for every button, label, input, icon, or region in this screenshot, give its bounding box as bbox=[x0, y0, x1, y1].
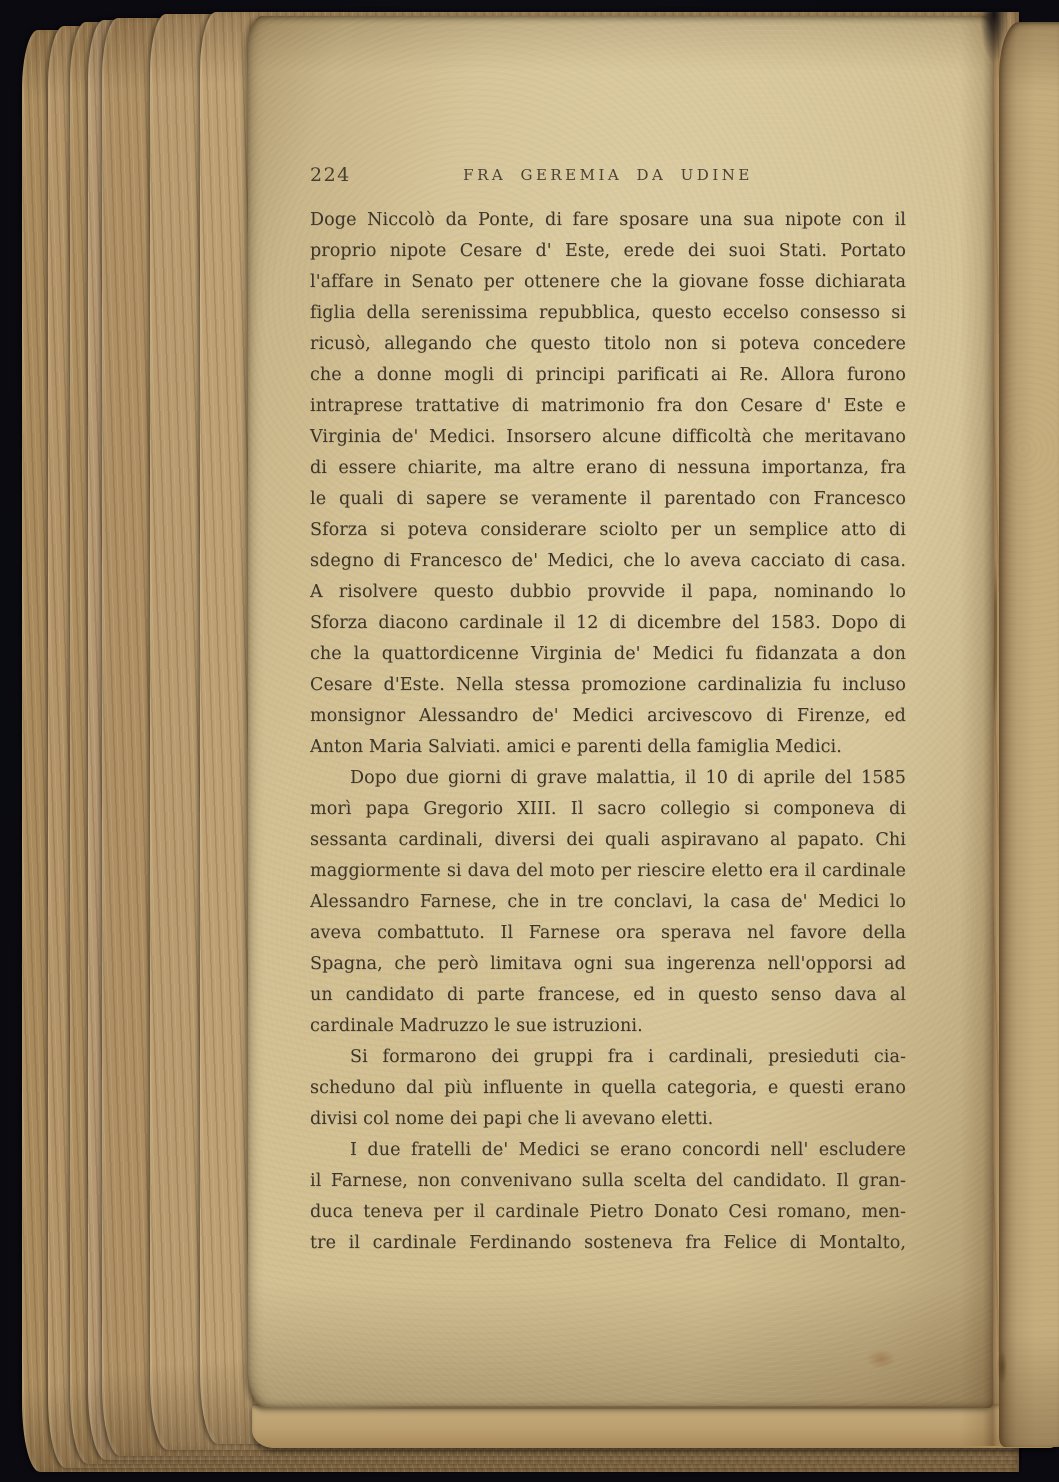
text-line: un candidato di parte francese, ed in questo senso dava al bbox=[310, 985, 906, 1005]
text-line: di essere chiarite, ma altre erano di nessuna importanza, fra bbox=[310, 458, 906, 478]
text-line: sessanta cardinali, diversi dei quali aspiravano al papato. Chi bbox=[310, 830, 906, 850]
text-line: sdegno di Francesco de' Medici, che lo aveva cacciato di casa. bbox=[310, 551, 906, 571]
text-line: le quali di sapere se veramente il parentado con Francesco bbox=[310, 489, 906, 509]
text-line: proprio nipote Cesare d' Este, erede dei suoi Stati. Portato bbox=[310, 241, 906, 261]
text-line: divisi col nome dei papi che li avevano eletti. bbox=[310, 1109, 714, 1129]
rust-stain bbox=[866, 1349, 896, 1369]
page-number: 224 bbox=[310, 164, 351, 186]
text-line: Si formarono dei gruppi fra i cardinali, presieduti cia- bbox=[350, 1047, 906, 1067]
text-line: Doge Niccolò da Ponte, di fare sposare una sua nipote con il bbox=[310, 210, 906, 230]
text-line: I due fratelli de' Medici se erano concordi nell' escludere bbox=[350, 1140, 906, 1160]
text-line: Alessandro Farnese, che in tre conclavi, la casa de' Medici lo bbox=[310, 892, 906, 912]
text-line: aveva combattuto. Il Farnese ora sperava nel favore della bbox=[310, 923, 906, 943]
page-header bbox=[310, 163, 906, 187]
text-line: tre il cardinale Ferdinando sosteneva fra Felice di Montalto, bbox=[310, 1233, 906, 1253]
running-header: FRA GEREMIA DA UDINE bbox=[463, 166, 753, 184]
facing-page-edge bbox=[999, 22, 1059, 1447]
text-line: che la quattordicenne Virginia de' Medici fu fidanzata a don bbox=[310, 644, 906, 664]
gutter-speck bbox=[997, 1350, 1007, 1384]
page-content bbox=[310, 163, 906, 1259]
text-line: Sforza diacono cardinale il 12 di dicembre del 1583. Dopo di bbox=[310, 613, 906, 633]
text-line: Anton Maria Salviati. amici e parenti della famiglia Medici. bbox=[310, 737, 842, 757]
text-line: cardinale Madruzzo le sue istruzioni. bbox=[310, 1016, 643, 1036]
text-line: duca teneva per il cardinale Pietro Donato Cesi romano, men- bbox=[310, 1202, 906, 1222]
text-line: monsignor Alessandro de' Medici arcivescovo di Firenze, ed bbox=[310, 706, 906, 726]
text-line: che a donne mogli di principi parificati ai Re. Allora furono bbox=[310, 365, 906, 385]
text-line: Dopo due giorni di grave malattia, il 10 di aprile del 1585 bbox=[350, 768, 906, 788]
gutter-scratch-mark bbox=[994, 558, 997, 723]
text-line: Sforza si poteva considerare sciolto per un semplice atto di bbox=[310, 520, 906, 540]
text-line: maggiormente si dava del moto per riescire eletto era il cardinale bbox=[310, 861, 906, 881]
text-line: figlia della serenissima repubblica, questo eccelso consesso si bbox=[310, 303, 906, 323]
text-line: intraprese trattative di matrimonio fra don Cesare d' Este e bbox=[310, 396, 906, 416]
text-line: Cesare d'Este. Nella stessa promozione cardinalizia fu incluso bbox=[310, 675, 906, 695]
text-line: l'affare in Senato per ottenere che la giovane fosse dichiarata bbox=[310, 272, 906, 292]
text-line: Virginia de' Medici. Insorsero alcune difficoltà che meritavano bbox=[310, 427, 906, 447]
text-line: morì papa Gregorio XIII. Il sacro collegio si componeva di bbox=[310, 799, 906, 819]
text-line: scheduno dal più influente in quella categoria, e questi erano bbox=[310, 1078, 906, 1098]
text-line: il Farnese, non convenivano sulla scelta del candidato. Il gran- bbox=[310, 1171, 906, 1191]
text-line: ricusò, allegando che questo titolo non si poteva concedere bbox=[310, 334, 906, 354]
text-line: A risolvere questo dubbio provvide il papa, nominando lo bbox=[310, 582, 906, 602]
text-line: Spagna, che però limitava ogni sua ingerenza nell'opporsi ad bbox=[310, 954, 906, 974]
bottom-leaf-edge bbox=[252, 1404, 1059, 1448]
body-text bbox=[310, 205, 906, 1259]
bottom-fold-line bbox=[340, 1406, 989, 1409]
